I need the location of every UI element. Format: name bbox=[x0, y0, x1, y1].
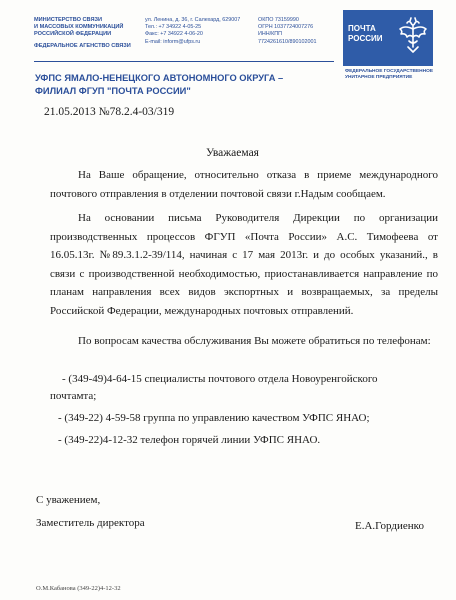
branch-line: УФПС ЯМАЛО-НЕНЕЦКОГО АВТОНОМНОГО ОКРУГА – bbox=[35, 73, 284, 83]
closing-phrase: С уважением, bbox=[36, 494, 101, 506]
phone-item: - (349-22) 4-59-58 группа по управлению качеством УФПС ЯНАО; bbox=[58, 412, 370, 424]
pochta-rossii-logo bbox=[343, 10, 433, 66]
branch-title bbox=[35, 72, 283, 97]
paragraph-text: На Ваше обращение, относительно отказа в приеме международного почтового отправления в отделении почтовой связи г.Надым сообщаем. bbox=[50, 169, 438, 200]
inn-label: ИНН/КПП bbox=[258, 31, 283, 38]
okpo-line: ОКПО 73159990 bbox=[258, 17, 299, 23]
branch-line: ФИЛИАЛ ФГУП "ПОЧТА РОССИИ" bbox=[35, 85, 191, 96]
phone-line: Тел.: +7 34922 4-05-25 bbox=[145, 24, 202, 31]
ogrn-line: ОГРН 1037724007276 bbox=[258, 24, 314, 31]
caption-line: УНИТАРНОЕ ПРЕДПРИЯТИЕ bbox=[345, 75, 413, 80]
logo-word: ПОЧТА bbox=[348, 24, 376, 33]
signer-position: Заместитель директора bbox=[36, 517, 145, 529]
paragraph-contacts bbox=[50, 332, 438, 351]
paragraph-text: По вопросам качества обслуживания Вы можете обратиться по телефонам: bbox=[78, 335, 431, 347]
registration-codes bbox=[258, 17, 316, 46]
caption-line: ФЕДЕРАЛЬНОЕ ГОСУДАРСТВЕННОЕ bbox=[345, 69, 434, 74]
logo-wordmark bbox=[348, 24, 383, 44]
paragraph-basis bbox=[50, 209, 438, 320]
fax-line: Факс: +7 34922 4-06-20 bbox=[145, 31, 203, 38]
paragraph-intro bbox=[50, 166, 438, 203]
ministry-line: ФЕДЕРАЛЬНОЕ АГЕНСТВО СВЯЗИ bbox=[34, 42, 131, 49]
phone-item: - (349-49)4-64-15 специалисты почтового отдела Новоуренгойского bbox=[62, 373, 378, 385]
header-divider bbox=[34, 61, 334, 62]
paragraph-text: На основании письма Руководителя Дирекции по организации производственных процессов ФГУП «Почта России» А.С. Тимофеева от 16.05.13г. №89.3.1.2-39/114, начиная с 17 мая 2013г. и до особых указаний., в связи с производственной необходимостью, приостанавливается направление по планам направления всех видов экспортных и возвращаемых, за пределы Российской Федерации, международных почтовых отправлений. bbox=[50, 212, 438, 317]
contact-block bbox=[145, 17, 240, 46]
eagle-icon bbox=[397, 17, 429, 57]
address-line: ул. Ленина, д. 36, г. Салехард, 629007 bbox=[145, 17, 241, 23]
phone-item: - (349-22)4-12-32 телефон горячей линии УФПС ЯНАО. bbox=[58, 434, 321, 446]
signer-name: Е.А.Гордиенко bbox=[355, 520, 424, 532]
executor-note: О.М.Кабанова (349-22)4-12-32 bbox=[36, 585, 121, 592]
ministry-block bbox=[34, 17, 131, 50]
logo-word: РОССИИ bbox=[348, 34, 383, 43]
ministry-line: МИНИСТЕРСТВО СВЯЗИ bbox=[34, 17, 102, 23]
reference-number: 21.05.2013 №78.2.4-03/319 bbox=[44, 106, 175, 118]
phone-item-continuation: почтамта; bbox=[50, 390, 97, 402]
inn-value: 7724261610/890102001 bbox=[258, 38, 317, 45]
ministry-line: РОССИЙСКОЙ ФЕДЕРАЦИИ bbox=[34, 31, 112, 38]
ministry-line: И МАССОВЫХ КОММУНИКАЦИЙ bbox=[34, 24, 124, 31]
logo-caption bbox=[345, 69, 433, 81]
email-line: E-mail: inform@ufps.ru bbox=[145, 38, 201, 45]
salutation: Уважаемая bbox=[206, 147, 259, 159]
